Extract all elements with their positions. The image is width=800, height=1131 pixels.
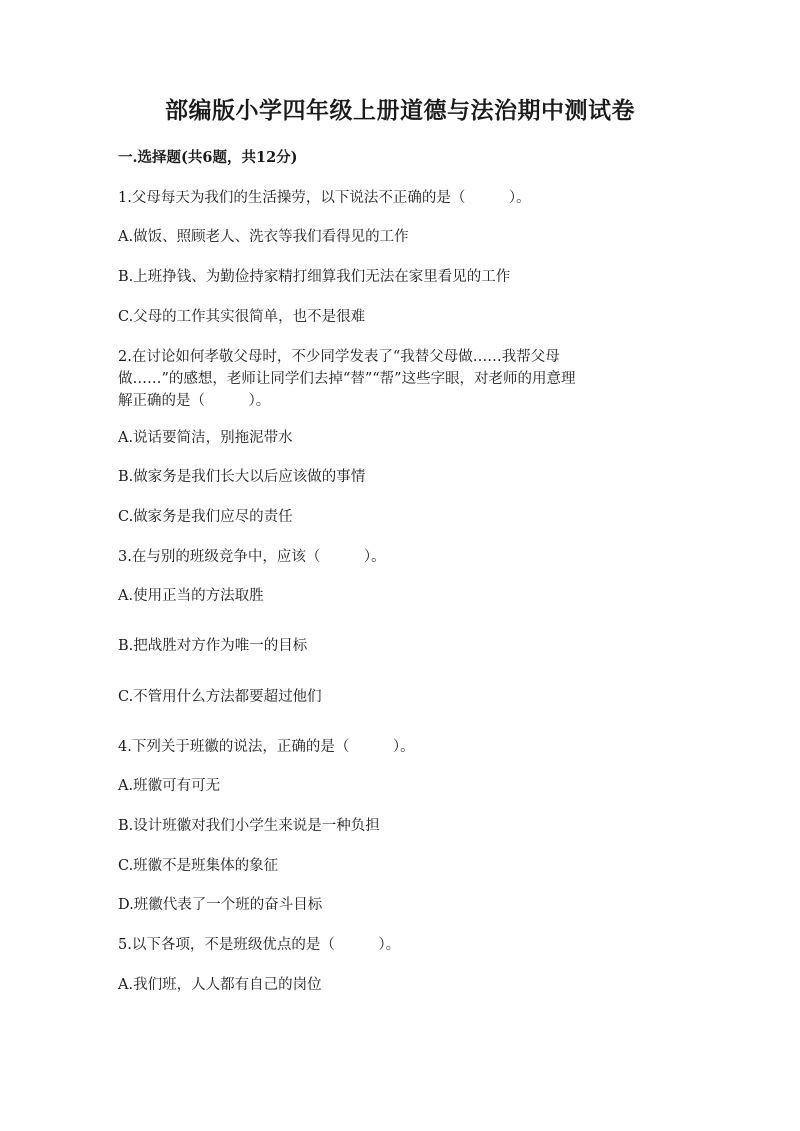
question-2-stem (118, 346, 688, 412)
question-4-option-d: D.班徽代表了一个班的奋斗目标 (118, 897, 323, 913)
question-3-stem: 3.在与别的班级竞争中，应该（ ）。 (118, 549, 386, 565)
question-1-stem: 1.父母每天为我们的生活操劳，以下说法不正确的是（ ）。 (118, 190, 531, 206)
question-2-option-a: A.说话要简洁，别拖泥带水 (118, 430, 293, 446)
section-heading: 一.选择题(共6题，共12分) (118, 149, 298, 166)
question-3-option-a: A.使用正当的方法取胜 (118, 588, 264, 604)
question-4-option-c: C.班徽不是班集体的象征 (118, 858, 279, 874)
question-4-option-b: B.设计班徽对我们小学生来说是一种负担 (118, 818, 380, 834)
question-1-option-c: C.父母的工作其实很简单，也不是很难 (118, 309, 366, 325)
question-2-option-c: C.做家务是我们应尽的责任 (118, 509, 293, 525)
question-5-option-a: A.我们班，人人都有自己的岗位 (118, 977, 322, 993)
question-1-option-b: B.上班挣钱、为勤俭持家精打细算我们无法在家里看见的工作 (118, 269, 511, 285)
question-2-stem-line-3: 解正确的是（ ）。 (118, 393, 271, 409)
question-5-stem: 5.以下各项，不是班级优点的是（ ）。 (118, 937, 401, 953)
question-2-stem-line-1: 2.在讨论如何孝敬父母时，不少同学发表了“我替父母做……我帮父母 (118, 349, 560, 365)
question-3-option-b: B.把战胜对方作为唯一的目标 (118, 638, 308, 654)
question-3-option-c: C.不管用什么方法都要超过他们 (118, 689, 322, 705)
page-title: 部编版小学四年级上册道德与法治期中测试卷 (165, 97, 635, 124)
question-4-stem: 4.下列关于班徽的说法，正确的是（ ）。 (118, 739, 415, 755)
question-4-option-a: A.班徽可有可无 (118, 778, 221, 794)
question-2-stem-line-2: 做……”的感想，老师让同学们去掉“替”“帮”这些字眼，对老师的用意理 (118, 371, 576, 387)
question-2-option-b: B.做家务是我们长大以后应该做的事情 (118, 469, 366, 485)
question-1-option-a: A.做饭、照顾老人、洗衣等我们看得见的工作 (118, 229, 409, 245)
